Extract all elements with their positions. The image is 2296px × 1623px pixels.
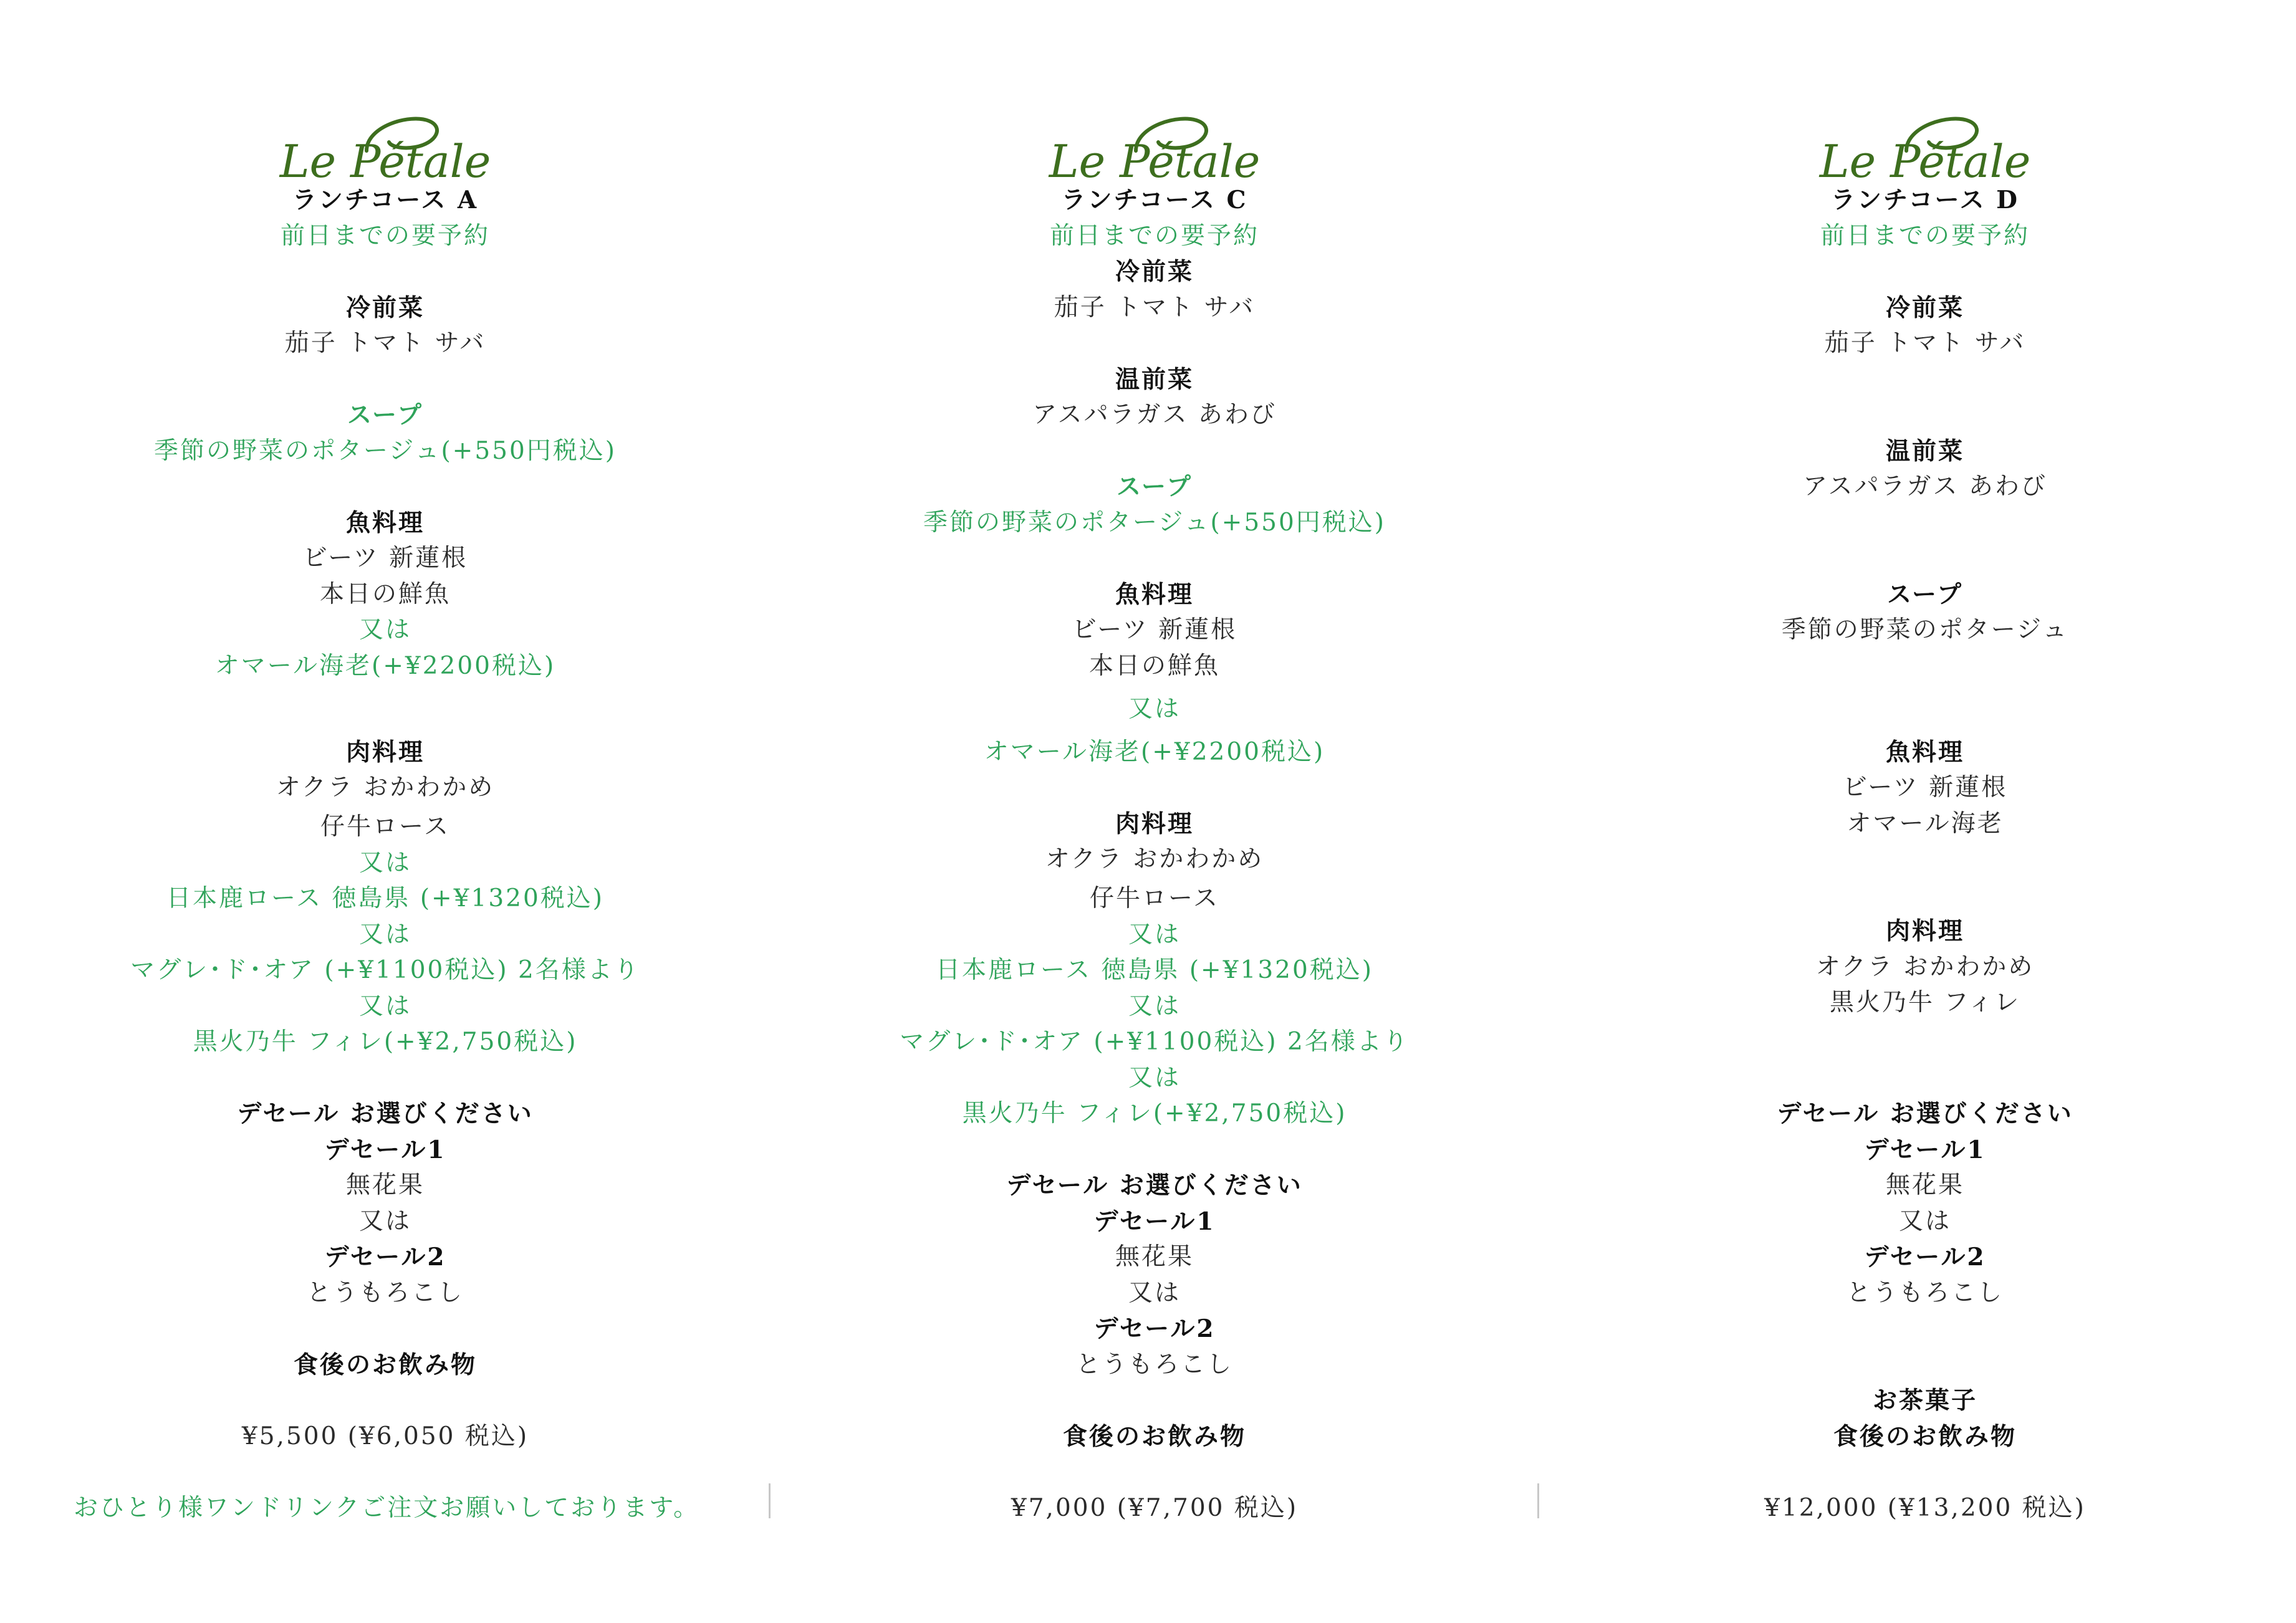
menu-line: 肉料理 [345, 737, 425, 767]
menu-line: 又は [358, 1207, 411, 1235]
menu-line: 魚料理 [1115, 580, 1194, 609]
menu-line: 黒火乃牛 フィレ(+¥2,750税込) [962, 1099, 1347, 1128]
column-divider [769, 1483, 771, 1518]
menu-line: マグレ･ド･オア (+¥1100税込) 2名様より [130, 956, 640, 985]
menu-line: ランチコース C [1061, 186, 1248, 214]
menu-line: 日本鹿ロース 徳島県 (+¥1320税込) [166, 884, 605, 913]
menu-line: お茶菓子 [1872, 1386, 1977, 1415]
menu-line: 又は [1128, 694, 1181, 723]
svg-text:Le Pétale: Le Pétale [1819, 135, 2031, 188]
menu-line: オクラ おかわかめ [1045, 845, 1264, 873]
menu-line: デセール お選びください [1006, 1171, 1303, 1200]
menu-line: 黒火乃牛 フィレ(+¥2,750税込) [193, 1028, 578, 1056]
menu-line: ランチコース A [292, 186, 479, 214]
menu-line: 仔牛ロース [1089, 884, 1220, 913]
menu-line: 肉料理 [1885, 917, 1964, 946]
menu-line: 冷前菜 [1115, 257, 1194, 286]
menu-line: アスパラガス あわび [1032, 401, 1277, 429]
menu-line: 温前菜 [1885, 436, 1964, 466]
menu-line: ¥12,000 (¥13,200 税込) [1764, 1493, 2086, 1522]
menu-line: デセール2 [1864, 1243, 1986, 1272]
svg-text:Le Pétale: Le Pétale [1049, 135, 1261, 188]
menu-line: とうもろこし [1075, 1350, 1233, 1379]
menu-line: ¥7,000 (¥7,700 税込) [1011, 1493, 1299, 1522]
menu-line: デセール お選びください [1777, 1099, 2073, 1129]
menu-line: 本日の鮮魚 [1088, 651, 1220, 680]
menu-line: とうもろこし [306, 1278, 464, 1307]
menu-line: デセール1 [1093, 1207, 1216, 1236]
menu-line: スープ [347, 401, 424, 429]
menu-line: 又は [1128, 920, 1181, 949]
menu-line: 季節の野菜のポタージュ(+550円税込) [154, 436, 617, 465]
le-petale-logo [273, 107, 497, 188]
menu-line: アスパラガス あわび [1803, 472, 2047, 500]
menu-line: マグレ･ド･オア (+¥1100税込) 2名様より [900, 1028, 1410, 1056]
menu-line: 茄子 トマト サバ [284, 329, 486, 357]
menu-line: 又は [358, 920, 411, 949]
menu-line: おひとり様ワンドリンクご注文お願いしております。 [74, 1493, 700, 1522]
menu-line: 食後のお飲み物 [293, 1350, 477, 1379]
menu-line: 又は [1128, 992, 1181, 1020]
menu-line: ¥5,500 (¥6,050 税込) [241, 1422, 529, 1450]
menu-line: 無花果 [345, 1171, 425, 1200]
menu-line: 又は [1898, 1207, 1951, 1235]
menu-line: デセール1 [1864, 1135, 1986, 1164]
menu-line: 茄子 トマト サバ [1824, 329, 2026, 357]
menu-line: 食後のお飲み物 [1833, 1422, 2017, 1451]
menu-line: 日本鹿ロース 徳島県 (+¥1320税込) [935, 956, 1374, 985]
menu-line: 前日までの要予約 [1820, 221, 2030, 250]
menu-line: ビーツ 新蓮根 [1842, 773, 2008, 802]
menu-line: デセール2 [324, 1243, 446, 1272]
menu-line: 前日までの要予約 [1049, 221, 1259, 250]
le-petale-logo [1813, 107, 2037, 188]
menu-line: 冷前菜 [345, 293, 425, 322]
menu-line: デセール2 [1093, 1314, 1216, 1344]
menu-line: 又は [358, 616, 411, 644]
menu-line: 冷前菜 [1885, 293, 1964, 322]
menu-line: オマール海老(+¥2200税込) [214, 651, 556, 680]
menu-line: スープ [1886, 580, 1964, 609]
menu-line: オクラ おかわかめ [1815, 952, 2035, 981]
menu-line: 肉料理 [1115, 809, 1194, 838]
le-petale-logo [1042, 107, 1267, 188]
menu-line: 仔牛ロース [320, 813, 451, 841]
menu-line: デセール1 [324, 1135, 446, 1164]
menu-line: デセール お選びください [237, 1099, 534, 1129]
menu-line: 黒火乃牛 フィレ [1829, 989, 2021, 1017]
menu-line: とうもろこし [1846, 1278, 2004, 1307]
menu-line: 又は [1128, 1063, 1181, 1092]
menu-line: 魚料理 [345, 508, 425, 537]
menu-line: 又は [358, 992, 411, 1020]
menu-line: ビーツ 新蓮根 [302, 544, 468, 572]
menu-line: スープ [1116, 472, 1193, 501]
menu-line: 季節の野菜のポタージュ [1781, 616, 2069, 644]
menu-line: 又は [358, 848, 411, 877]
menu-line: ランチコース D [1831, 186, 2019, 214]
menu-line: 又は [1128, 1278, 1181, 1307]
menu-line: 温前菜 [1115, 365, 1194, 394]
menu-line: オクラ おかわかめ [276, 773, 495, 802]
menu-line: 無花果 [1885, 1171, 1964, 1200]
svg-text:Le Pétale: Le Pétale [279, 135, 491, 188]
menu-line: 魚料理 [1885, 737, 1964, 767]
menu-line: 前日までの要予約 [280, 221, 490, 250]
menu-line: オマール海老(+¥2200税込) [984, 737, 1325, 766]
menu-line: 無花果 [1115, 1243, 1194, 1271]
menu-line: 茄子 トマト サバ [1054, 293, 1256, 322]
menu-line: オマール海老 [1847, 809, 2004, 838]
column-divider [1537, 1483, 1539, 1518]
menu-line: 本日の鮮魚 [319, 580, 451, 608]
menu-line: 季節の野菜のポタージュ(+550円税込) [923, 508, 1386, 537]
menu-line: 食後のお飲み物 [1062, 1422, 1246, 1451]
menu-line: ビーツ 新蓮根 [1072, 616, 1237, 644]
